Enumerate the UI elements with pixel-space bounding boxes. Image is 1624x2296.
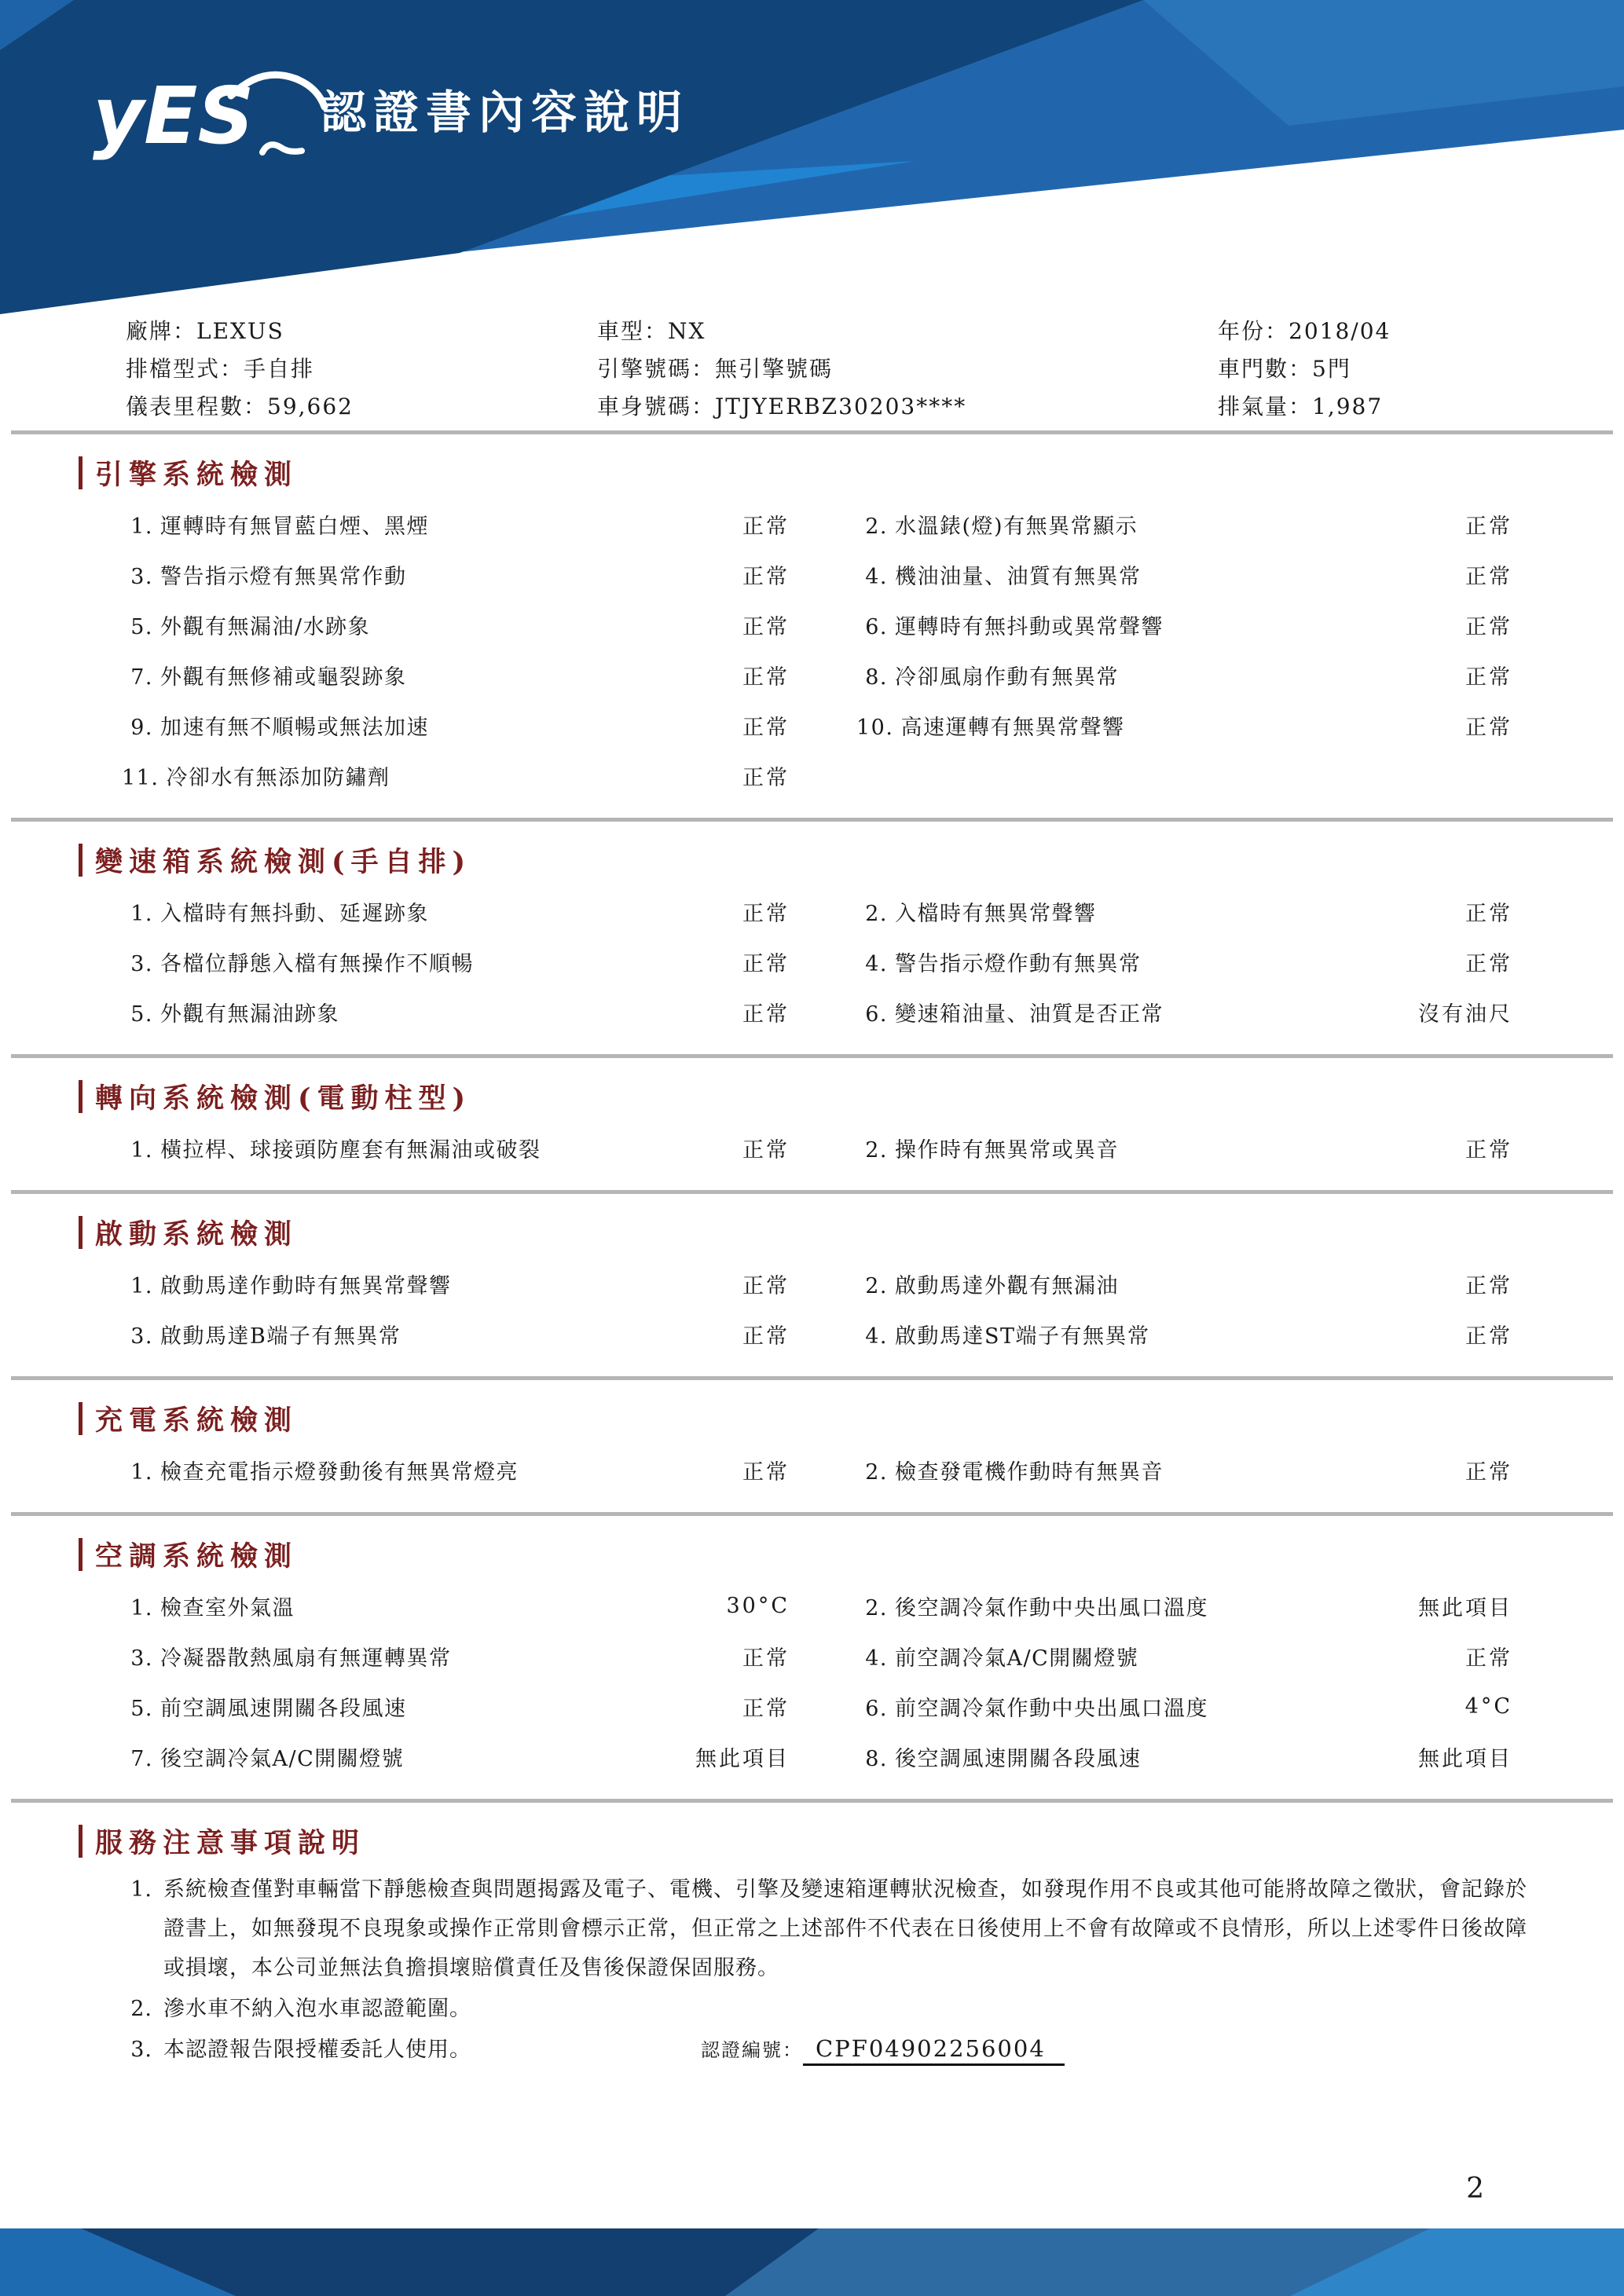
vehicle-info-value: JTJYERBZ30203**** <box>715 394 967 419</box>
section-title: 轉向系統檢測(電動柱型) <box>95 1082 472 1115</box>
inspection-item-result: 正常 <box>1465 1646 1512 1671</box>
inspection-item-label <box>856 947 1142 977</box>
inspection-item-number: 3 . <box>122 1324 153 1349</box>
inspection-item-result: 正常 <box>742 1324 790 1349</box>
vehicle-info-field <box>1218 388 1522 426</box>
vehicle-info-label: 年份： <box>1218 318 1289 344</box>
inspection-item-label <box>856 1691 1208 1722</box>
inspection-item-text: 橫拉桿、球接頭防塵套有無漏油或破裂 <box>160 1137 541 1163</box>
inspection-row <box>122 549 1520 599</box>
inspection-row <box>122 599 1520 650</box>
inspection-item-label <box>856 1741 1142 1772</box>
section-title: 空調系統檢測 <box>95 1540 299 1573</box>
vehicle-info-value: 5門 <box>1312 356 1351 382</box>
inspection-item-text: 啟動馬達作動時有無異常聲響 <box>160 1273 452 1298</box>
inspection-row <box>122 750 1520 800</box>
vehicle-info-value: 無引擎號碼 <box>715 356 834 382</box>
inspection-item-number: 2 . <box>856 1138 888 1163</box>
vehicle-info-label: 引擎號碼： <box>597 356 716 382</box>
vehicle-info-label: 排氣量： <box>1218 394 1313 419</box>
inspection-cell <box>856 660 1512 690</box>
inspection-item-label <box>856 1591 1208 1621</box>
vehicle-info-label: 廠牌： <box>126 318 197 344</box>
inspection-item-label <box>122 1269 452 1299</box>
section-rows <box>0 1445 1624 1512</box>
section-rows <box>0 886 1624 1054</box>
vehicle-info-value: 1,987 <box>1312 394 1384 419</box>
inspection-item-label <box>856 559 1142 590</box>
inspection-item-text: 前空調冷氣作動中央出風口溫度 <box>895 1696 1208 1721</box>
inspection-cell <box>122 760 790 791</box>
vehicle-info-value: 59,662 <box>267 394 354 419</box>
inspection-item-label <box>856 710 1124 741</box>
inspection-item-text: 前空調風速開關各段風速 <box>160 1696 407 1721</box>
inspection-item-result: 正常 <box>742 564 790 589</box>
inspection-item-number: 1 . <box>122 514 153 539</box>
inspection-row <box>122 1309 1520 1359</box>
notes-section-header <box>0 1823 1624 1859</box>
inspection-item-number: 3 . <box>122 952 153 976</box>
inspection-item-result: 無此項目 <box>695 1746 790 1771</box>
inspection-item-text: 啟動馬達B端子有無異常 <box>160 1324 401 1349</box>
inspection-item-number: 3 . <box>122 565 153 589</box>
inspection-item-label <box>122 896 429 927</box>
inspection-item-result: 無此項目 <box>1418 1746 1512 1771</box>
inspection-item-number: 10 . <box>856 716 893 740</box>
notes-list <box>0 1859 1624 2070</box>
inspection-item-number: 2 . <box>856 1596 888 1620</box>
section-title-bar <box>79 1402 82 1435</box>
vehicle-info-field <box>597 350 1218 388</box>
inspection-item-text: 冷凝器散熱風扇有無運轉異常 <box>160 1646 452 1671</box>
inspection-item-text: 水溫錶(燈)有無異常顯示 <box>895 514 1138 539</box>
inspection-item-text: 外觀有無漏油跡象 <box>160 1002 339 1027</box>
inspection-cell <box>856 1133 1512 1163</box>
inspection-item-text: 加速有無不順暢或無法加速 <box>160 715 429 740</box>
certificate-number-field <box>701 2034 1065 2062</box>
inspection-item-label <box>856 997 1164 1027</box>
inspection-row <box>122 650 1520 700</box>
footer-banner-art <box>0 2228 1624 2296</box>
inspection-item-number: 2 . <box>856 902 888 926</box>
notes-section-title: 服務注意事項說明 <box>95 1827 366 1859</box>
inspection-item-text: 啟動馬達ST端子有無異常 <box>895 1324 1150 1349</box>
inspection-item-result: 正常 <box>1465 614 1512 639</box>
inspection-item-result: 正常 <box>1465 1324 1512 1349</box>
inspection-item-text: 機油油量、油質有無異常 <box>895 564 1142 589</box>
inspection-item-number: 7 . <box>122 1747 153 1771</box>
inspection-item-label <box>856 1269 1119 1299</box>
inspection-item-result: 30°C <box>726 1593 790 1618</box>
inspection-sections <box>0 430 1624 2070</box>
vehicle-info-field <box>597 313 1218 350</box>
inspection-item-result: 沒有油尺 <box>1418 1002 1512 1027</box>
section-header <box>0 842 1624 878</box>
inspection-item-label <box>122 710 429 741</box>
vehicle-info-value: 2018/04 <box>1289 318 1391 344</box>
inspection-item-text: 運轉時有無抖動或異常聲響 <box>895 614 1164 639</box>
note-number: 1 . <box>118 1870 152 1988</box>
section-divider <box>11 818 1613 822</box>
note-item <box>118 1870 1530 1988</box>
section-divider <box>11 1054 1613 1058</box>
inspection-row <box>122 1681 1520 1731</box>
section-title-bar <box>79 1825 82 1858</box>
section-rows <box>0 499 1624 818</box>
note-text: 系統檢查僅對車輛當下靜態檢查與問題揭露及電子、電機、引擎及變速箱運轉狀況檢查，如發現作用不良或其他可能將故障之徵狀，會記錄於證書上，如無發現不良現象或操作正常則會標示正常，但正常之上述部件不代表在日後使用上不會有故障或不良情形，所以上述零件日後故障或損壞，本公司並無法負擔損壞賠償責任及售後保證保固服務。 <box>163 1877 1527 1980</box>
inspection-item-number: 5 . <box>122 615 153 639</box>
inspection-cell <box>122 1591 790 1621</box>
inspection-item-text: 運轉時有無冒藍白煙、黑煙 <box>160 514 429 539</box>
inspection-row <box>122 1122 1520 1173</box>
inspection-cell <box>856 1641 1512 1672</box>
section-header <box>0 1536 1624 1573</box>
inspection-item-text: 檢查室外氣溫 <box>160 1595 295 1620</box>
inspection-item-result: 正常 <box>742 951 790 976</box>
vehicle-info-field <box>126 313 597 350</box>
inspection-cell <box>122 660 790 690</box>
page-number: 2 <box>1466 2173 1484 2205</box>
inspection-item-text: 冷卻水有無添加防鏽劑 <box>166 765 390 790</box>
inspection-item-number: 6 . <box>856 1697 888 1721</box>
vehicle-info-value: 手自排 <box>244 356 315 382</box>
vehicle-info-value: NX <box>668 318 706 344</box>
inspection-item-text: 檢查充電指示燈發動後有無異常燈亮 <box>160 1459 519 1485</box>
inspection-item-text: 後空調風速開關各段風速 <box>895 1746 1142 1771</box>
inspection-cell <box>856 1269 1512 1299</box>
inspection-item-label <box>122 997 339 1027</box>
section-title-bar <box>79 844 82 877</box>
inspection-item-label <box>856 660 1119 690</box>
yes-logo <box>93 61 328 171</box>
inspection-item-label <box>122 947 474 977</box>
inspection-item-result: 正常 <box>742 1137 790 1163</box>
inspection-cell <box>856 710 1512 741</box>
inspection-row <box>122 1731 1520 1782</box>
section-title-bar <box>79 456 82 489</box>
inspection-item-number: 6 . <box>856 1002 888 1027</box>
section-rows <box>0 1258 1624 1376</box>
note-item <box>118 1990 1530 2029</box>
inspection-item-label <box>122 1741 404 1772</box>
inspection-item-label <box>122 559 407 590</box>
inspection-row <box>122 1631 1520 1681</box>
inspection-cell <box>122 947 790 977</box>
inspection-item-label <box>856 1641 1138 1672</box>
inspection-item-label <box>856 509 1138 540</box>
inspection-item-result: 正常 <box>742 1646 790 1671</box>
section-title-bar <box>79 1080 82 1113</box>
inspection-item-number: 1 . <box>122 1274 153 1298</box>
inspection-row <box>122 936 1520 987</box>
inspection-item-text: 入檔時有無異常聲響 <box>895 901 1097 926</box>
inspection-item-label <box>856 1319 1150 1349</box>
note-text <box>152 2031 1530 2070</box>
inspection-item-number: 1 . <box>122 902 153 926</box>
inspection-item-number: 5 . <box>122 1002 153 1027</box>
vehicle-info-field <box>126 350 597 388</box>
inspection-item-text: 警告指示燈作動有無異常 <box>895 951 1142 976</box>
inspection-item-result: 正常 <box>742 614 790 639</box>
inspection-row <box>122 499 1520 549</box>
section-divider <box>11 1799 1613 1803</box>
inspection-cell <box>122 1641 790 1672</box>
inspection-item-number: 2 . <box>856 514 888 539</box>
vehicle-info-label: 車型： <box>597 318 669 344</box>
certificate-number-label: 認證編號： <box>701 2039 803 2061</box>
inspection-item-number: 7 . <box>122 665 153 690</box>
inspection-cell <box>122 1691 790 1722</box>
inspection-item-number: 4 . <box>856 952 888 976</box>
inspection-item-text: 變速箱油量、油質是否正常 <box>895 1002 1164 1027</box>
inspection-item-number: 4 . <box>856 1324 888 1349</box>
section-header <box>0 1401 1624 1437</box>
section-divider <box>11 430 1613 434</box>
inspection-item-label <box>856 1455 1164 1485</box>
section-divider <box>11 1190 1613 1194</box>
inspection-item-text: 後空調冷氣A/C開關燈號 <box>160 1746 405 1771</box>
inspection-cell <box>856 559 1512 590</box>
inspection-item-result: 正常 <box>742 514 790 539</box>
inspection-item-number: 4 . <box>856 565 888 589</box>
inspection-item-result: 4°C <box>1465 1694 1512 1719</box>
section-title: 引擎系統檢測 <box>95 459 299 491</box>
inspection-item-label <box>122 1641 452 1672</box>
inspection-item-number: 4 . <box>856 1646 888 1671</box>
inspection-item-result: 正常 <box>742 901 790 926</box>
vehicle-info-label: 儀表里程數： <box>126 394 268 419</box>
inspection-item-label <box>122 1455 519 1485</box>
inspection-item-number: 2 . <box>856 1274 888 1298</box>
inspection-item-result: 正常 <box>742 1273 790 1298</box>
inspection-item-text: 操作時有無異常或異音 <box>895 1137 1119 1163</box>
inspection-item-number: 6 . <box>856 615 888 639</box>
section-divider <box>11 1376 1613 1380</box>
inspection-cell <box>122 997 790 1027</box>
section-header <box>0 1078 1624 1115</box>
inspection-item-text: 前空調冷氣A/C開關燈號 <box>895 1646 1139 1671</box>
vehicle-info-label: 車門數： <box>1218 356 1313 382</box>
inspection-cell <box>856 947 1512 977</box>
inspection-item-label <box>856 1133 1119 1163</box>
note-item <box>118 2031 1530 2070</box>
inspection-cell <box>122 509 790 540</box>
inspection-item-result: 正常 <box>1465 1273 1512 1298</box>
inspection-item-text: 高速運轉有無異常聲響 <box>900 715 1125 740</box>
section-rows <box>0 1580 1624 1799</box>
inspection-item-number: 8 . <box>856 1747 888 1771</box>
inspection-item-text: 啟動馬達外觀有無漏油 <box>895 1273 1119 1298</box>
inspection-item-label <box>122 1133 541 1163</box>
inspection-item-result: 正常 <box>742 1459 790 1485</box>
inspection-item-result: 無此項目 <box>1418 1595 1512 1620</box>
section-title-bar <box>79 1216 82 1249</box>
inspection-item-text: 各檔位靜態入檔有無操作不順暢 <box>160 951 474 976</box>
inspection-item-label <box>122 1319 401 1349</box>
inspection-row <box>122 1580 1520 1631</box>
note-number: 2 . <box>118 1990 152 2029</box>
vehicle-info-label: 排檔型式： <box>126 356 244 382</box>
inspection-item-text: 警告指示燈有無異常作動 <box>160 564 407 589</box>
inspection-cell <box>122 1741 790 1772</box>
inspection-item-result: 正常 <box>1465 951 1512 976</box>
inspection-item-label <box>122 509 429 540</box>
vehicle-info-label: 車身號碼： <box>597 394 716 419</box>
inspection-item-result: 正常 <box>1465 901 1512 926</box>
inspection-cell <box>856 1691 1512 1722</box>
inspection-item-number: 1 . <box>122 1596 153 1620</box>
inspection-item-result: 正常 <box>1465 715 1512 740</box>
inspection-cell <box>856 1319 1512 1349</box>
note-text: 滲水車不納入泡水車認證範圍。 <box>163 1997 471 2021</box>
inspection-item-text: 外觀有無修補或龜裂跡象 <box>160 665 407 690</box>
section-divider <box>11 1512 1613 1516</box>
inspection-item-number: 1 . <box>122 1460 153 1485</box>
inspection-item-result: 正常 <box>742 765 790 790</box>
vehicle-info-field <box>597 388 1218 426</box>
inspection-item-number: 9 . <box>122 716 153 740</box>
inspection-item-label <box>122 760 390 791</box>
section-rows <box>0 1122 1624 1190</box>
inspection-item-label <box>856 896 1097 927</box>
inspection-item-label <box>856 610 1164 640</box>
inspection-cell <box>856 896 1512 927</box>
section-title: 啟動系統檢測 <box>95 1218 299 1251</box>
inspection-item-label <box>122 1691 407 1722</box>
inspection-item-text: 檢查發電機作動時有無異音 <box>895 1459 1164 1485</box>
section-header <box>0 455 1624 491</box>
yes-logo-text: yES <box>93 70 255 162</box>
section-header <box>0 1214 1624 1251</box>
inspection-cell <box>856 997 1512 1027</box>
inspection-cell <box>122 1133 790 1163</box>
inspection-item-text: 入檔時有無抖動、延遲跡象 <box>160 901 429 926</box>
inspection-item-result: 正常 <box>1465 665 1512 690</box>
inspection-item-result: 正常 <box>1465 1459 1512 1485</box>
note-text-body: 本認證報告限授權委託人使用。 <box>163 2038 471 2062</box>
inspection-item-number: 8 . <box>856 665 888 690</box>
inspection-item-result: 正常 <box>742 665 790 690</box>
inspection-row <box>122 1445 1520 1495</box>
inspection-cell <box>856 1591 1512 1621</box>
certificate-number-value: CPF04902256004 <box>803 2035 1065 2066</box>
section-title-bar <box>79 1538 82 1571</box>
inspection-item-result: 正常 <box>1465 564 1512 589</box>
vehicle-info-grid <box>126 313 1522 426</box>
note-number: 3 . <box>118 2031 152 2070</box>
inspection-item-text: 冷卻風扇作動有無異常 <box>895 665 1119 690</box>
inspection-cell <box>856 1455 1512 1485</box>
vehicle-info-field <box>126 388 597 426</box>
inspection-item-label <box>122 610 370 640</box>
vehicle-info-field <box>1218 313 1522 350</box>
inspection-item-result: 正常 <box>742 715 790 740</box>
inspection-item-label <box>122 1591 295 1621</box>
inspection-cell <box>856 509 1512 540</box>
inspection-cell <box>122 1269 790 1299</box>
page-title: 認證書內容說明 <box>321 86 690 139</box>
inspection-row <box>122 700 1520 750</box>
inspection-cell <box>122 559 790 590</box>
inspection-cell <box>122 1455 790 1485</box>
inspection-item-text: 外觀有無漏油/水跡象 <box>160 614 371 639</box>
inspection-row <box>122 1258 1520 1309</box>
inspection-item-result: 正常 <box>742 1696 790 1721</box>
section-title: 充電系統檢測 <box>95 1404 299 1437</box>
inspection-cell <box>122 610 790 640</box>
inspection-cell <box>856 610 1512 640</box>
inspection-item-number: 1 . <box>122 1138 153 1163</box>
inspection-item-result: 正常 <box>742 1002 790 1027</box>
inspection-cell <box>856 1741 1512 1772</box>
inspection-item-number: 3 . <box>122 1646 153 1671</box>
inspection-cell <box>122 896 790 927</box>
vehicle-info-value: LEXUS <box>196 318 284 344</box>
inspection-item-number: 5 . <box>122 1697 153 1721</box>
inspection-cell <box>122 710 790 741</box>
section-title: 變速箱系統檢測(手自排) <box>95 846 472 878</box>
inspection-item-number: 2 . <box>856 1460 888 1485</box>
inspection-item-result: 正常 <box>1465 1137 1512 1163</box>
inspection-item-text: 後空調冷氣作動中央出風口溫度 <box>895 1595 1208 1620</box>
inspection-item-label <box>122 660 407 690</box>
inspection-row <box>122 987 1520 1037</box>
inspection-item-result: 正常 <box>1465 514 1512 539</box>
inspection-row <box>122 886 1520 936</box>
inspection-item-number: 11 . <box>122 766 159 790</box>
inspection-cell <box>122 1319 790 1349</box>
vehicle-info-field <box>1218 350 1522 388</box>
